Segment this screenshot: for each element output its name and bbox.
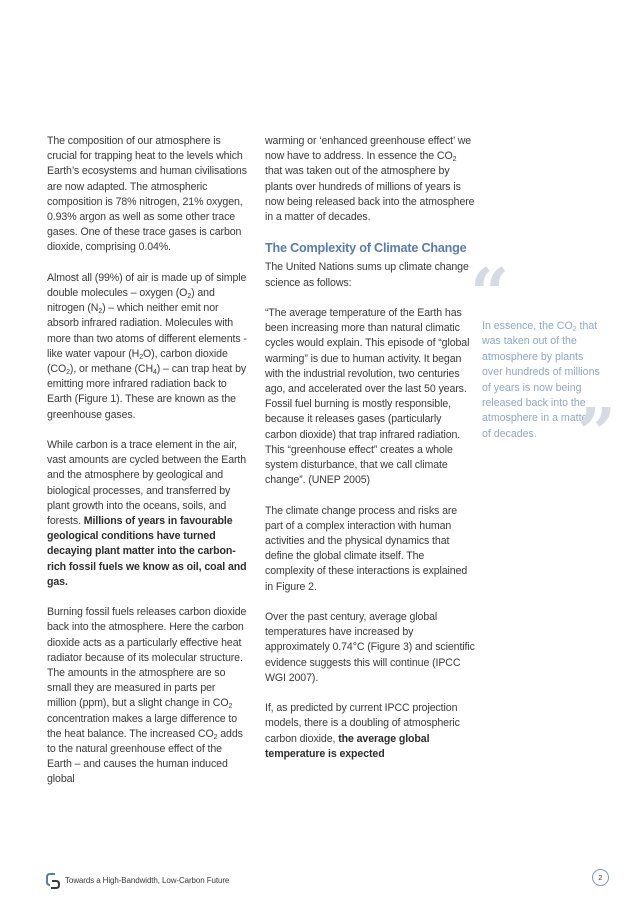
paragraph-greenhouse-gases: Almost all (99%) of air is made up of simple double molecules – oxygen $(O_2)$ and nitrogen $(N_2)$ – which neither emit nor absorb infrared radiation. Molecules with more than two atoms of different elements - like water vapour $(H_2O)$, carbon dioxide $(CO_2)$, or methane $(CH_4)$ – can trap heat by emitting more infrared radiation back to Earth (Figure 1). These are known as the greenhouse gases. <box>47 271 247 421</box>
pull-quote: In essence, the $CO_2$ that was taken out of the atmosphere by plants over hundreds of millions of years is now being released back into the atmosphere in a matter of decades. <box>482 320 600 440</box>
footer-title: Towards a High-Bandwidth, Low-Carbon Future <box>65 876 230 885</box>
page-number: 2 <box>592 869 609 886</box>
paragraph-unep-quote: “The average temperature of the Earth has been increasing more than natural climatic cycles would explain. This episode of “global warming” is due to human activity. It began with the industrial revolution, two centuries ago, and accelerated over the last 50 years. Fossil fuel burning is mostly responsible, because it releases gases (particularly carbon dioxide) that trap infrared radiation. This “greenhouse effect” creates a whole system disturbance, that we call climate change”. (UNEP 2005) <box>265 307 470 487</box>
paragraph-carbon-cycle: While carbon is a trace element in the air, vast amounts are cycled between the Earth and the atmosphere by geological and biological processes, and transferred by plant growth into the oceans, soils, and forests. Millions of years in favourable geological conditions have turned decaying plant matter into the carbon-rich fossil fuels we know as oil, coal and gas. <box>47 439 247 588</box>
paragraph-atmosphere-composition: The composition of our atmosphere is crucial for trapping heat to the levels which Earth’s ecosystems and human civilisations are now adapted. The atmospheric composition is 78% nitrogen, 21% oxygen, 0.93% argon as well as some other trace gases. One of these trace gases is carbon dioxide, comprising 0.04%. <box>47 135 247 254</box>
paragraph-complex-interaction: The climate change process and risks are part of a complex interaction with human activities and the physical dynamics that define the global climate itself. The complexity of these interactions is explained in Figure 2. <box>265 504 468 593</box>
paragraph-temperature-increase: Over the past century, average global temperatures have increased by approximately 0.74°C (Figure 3) and scientific evidence suggests this will continue (IPCC WGI 2007). <box>265 611 475 684</box>
paragraph-burning-fossil-fuels: Burning fossil fuels releases carbon dioxide back into the atmosphere. Here the carbon dioxide acts as a particularly effective heat radiator because of its molecular structure. The amounts in the atmosphere are so small they are measured in parts per million (ppm), but a slight change in $CO_2$ concentration makes a large difference to the heat balance. The increased $CO_2$ adds to the natural greenhouse effect of the Earth – and causes the human induced global <box>47 606 247 786</box>
column-left <box>47 134 247 788</box>
column-middle <box>265 134 475 762</box>
section-heading: The Complexity of Climate Change <box>265 241 467 256</box>
close-quote-mark: ” <box>577 394 617 474</box>
paragraph-enhanced-greenhouse: warming or ‘enhanced greenhouse effect’ we now have to address. In essence the $CO_2$ that was taken out of the atmosphere by plants over hundreds of millions of years is now being released back into the atmosphere in a matter of decades. <box>265 135 475 224</box>
paragraph-un-intro: The United Nations sums up climate change science as follows: <box>265 261 469 289</box>
open-quote-mark: “ <box>470 254 510 334</box>
paragraph-ipcc-projection: If, as predicted by current IPCC projection models, there is a doubling of atmospheric carbon dioxide, the average global temperature is expected <box>265 702 460 760</box>
logo-icon <box>46 873 60 889</box>
